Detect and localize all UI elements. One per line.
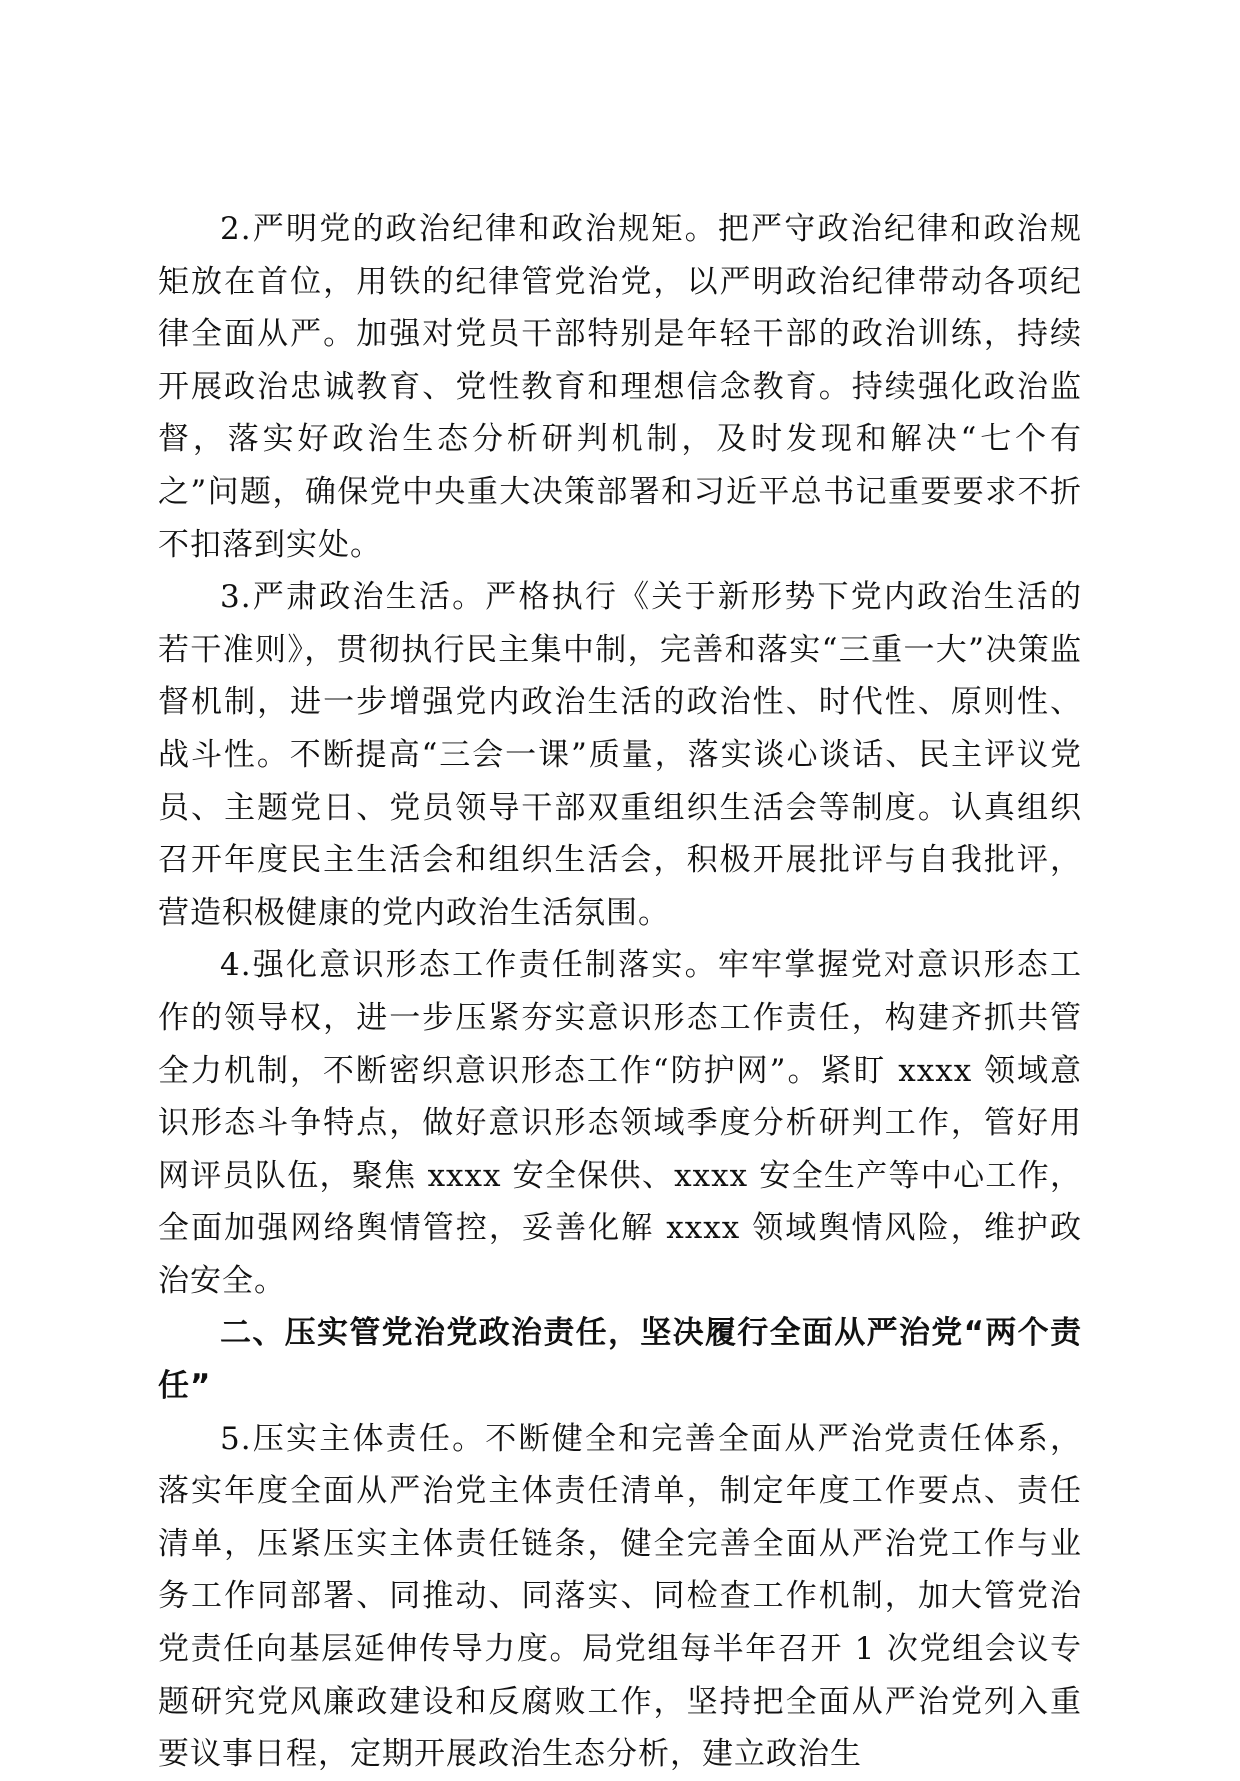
section-heading-two-responsibilities: 二、压实管党治党政治责任，坚决履行全面从严治党“两个责任”	[158, 1315, 1082, 1405]
paragraph-main-responsibility: 5.压实主体责任。不断健全和完善全面从严治党责任体系，落实年度全面从严治党主体责任清单，制定年度工作要点、责任清单，压紧压实主体责任链条，健全完善全面从严治党工作与业务工作同部署、同推动、同落实、同检查工作机制，加大管党治党责任向基层延伸传导力度。局党组每半年召开 1 次党组会议专题研究党风廉政建设和反腐败工作，坚持把全面从严治党列入重要议事日程，定期开展政治生态分析，建立政治生	[158, 1420, 1082, 1773]
paragraph-political-discipline: 2.严明党的政治纪律和政治规矩。把严守政治纪律和政治规矩放在首位，用铁的纪律管党治党，以严明政治纪律带动各项纪律全面从严。加强对党员干部特别是年轻干部的政治训练，持续开展政治忠诚教育、党性教育和理想信念教育。持续强化政治监督，落实好政治生态分析研判机制，及时发现和解决“七个有之”问题，确保党中央重大决策部署和习近平总书记重要要求不折不扣落到实处。	[158, 211, 1082, 563]
paragraph-political-life: 3.严肃政治生活。严格执行《关于新形势下党内政治生活的若干准则》，贯彻执行民主集中制，完善和落实“三重一大”决策监督机制，进一步增强党内政治生活的政治性、时代性、原则性、战斗性。不断提高“三会一课”质量，落实谈心谈话、民主评议党员、主题党日、党员领导干部双重组织生活会等制度。认真组织召开年度民主生活会和组织生活会，积极开展批评与自我批评，营造积极健康的党内政治生活氛围。	[158, 579, 1082, 931]
paragraph-ideology-responsibility: 4.强化意识形态工作责任制落实。牢牢掌握党对意识形态工作的领导权，进一步压紧夯实意识形态工作责任，构建齐抓共管全力机制，不断密织意识形态工作“防护网”。紧盯 xxxx 领域意识形态斗争特点，做好意识形态领域季度分析研判工作，管好用网评员队伍，聚焦 xxxx 安全保供、xxxx 安全生产等中心工作，全面加强网络舆情管控，妥善化解 xxxx 领域舆情风险，维护政治安全。	[158, 947, 1082, 1299]
document-body	[158, 203, 1082, 1781]
